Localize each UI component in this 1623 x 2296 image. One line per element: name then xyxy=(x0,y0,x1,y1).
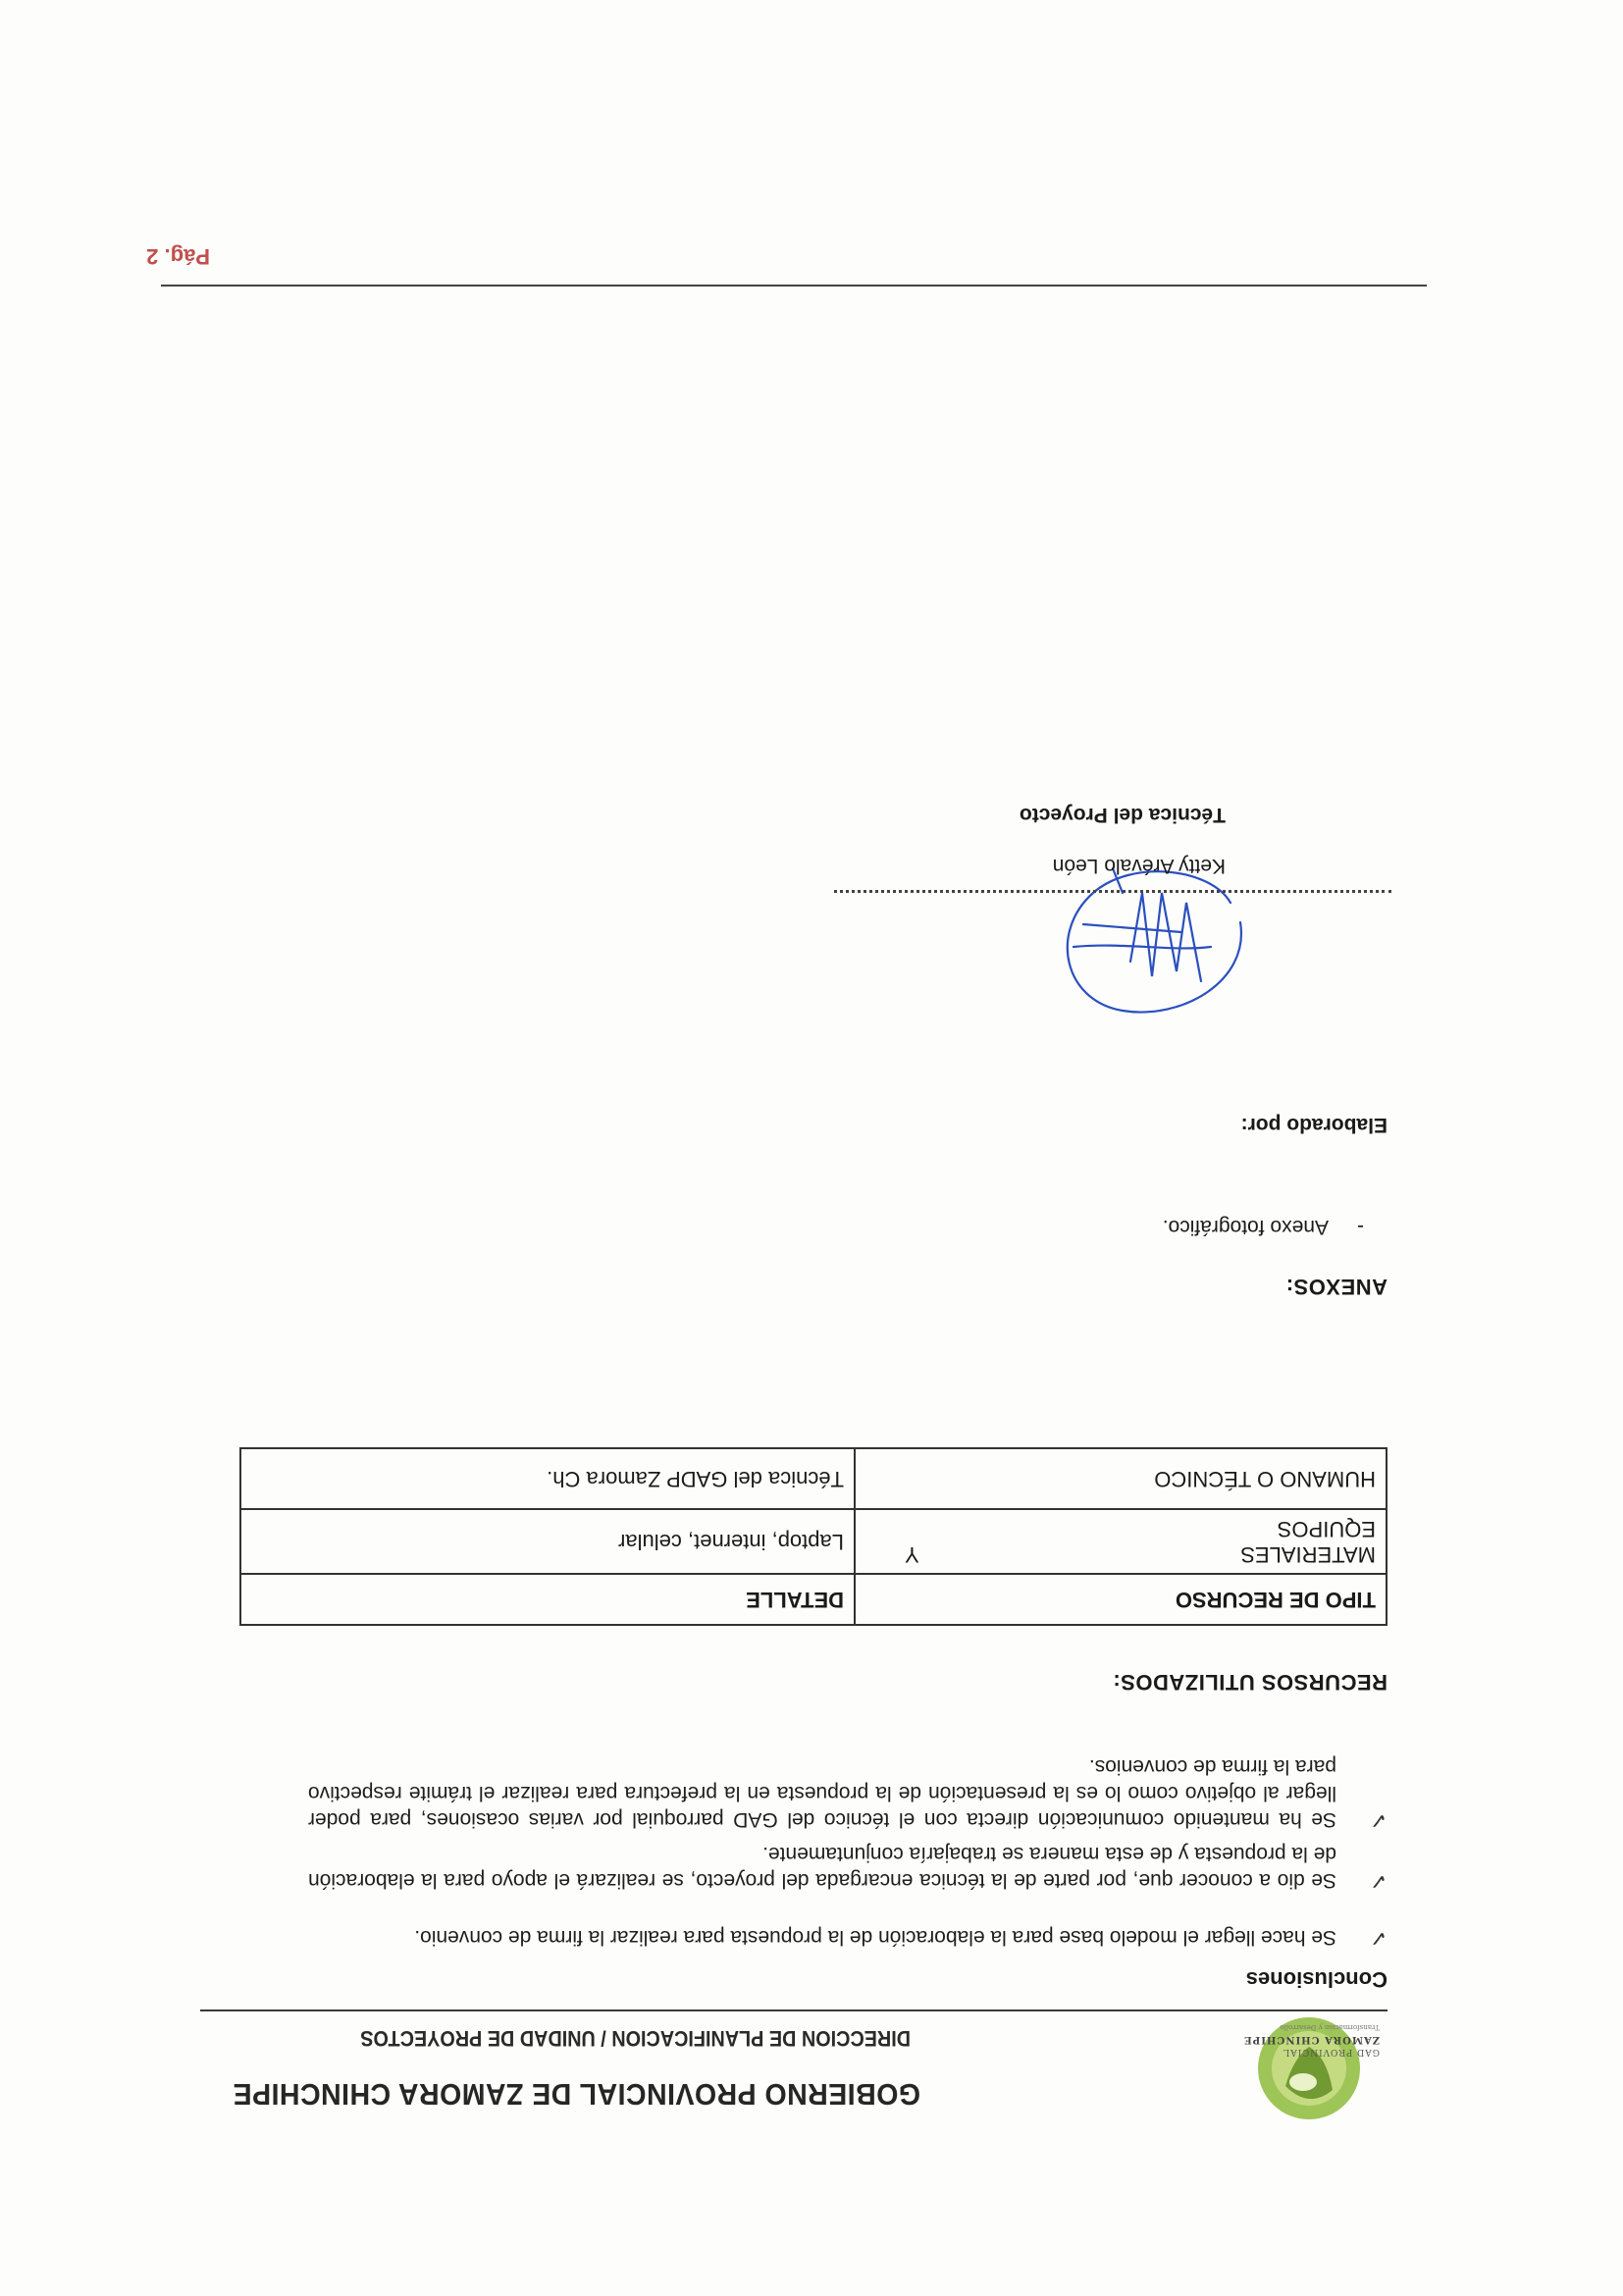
logo-text-line2: ZAMORA CHINCHIPE xyxy=(1243,2034,1380,2045)
signer-role: Técnica del Proyecto xyxy=(1019,804,1226,826)
checkmark-icon: ✓ xyxy=(1369,1808,1387,1833)
conclusion-text: Se dio a conocer que, por parte de la técnica encargada del proyecto, se realizará el apoyo para la elaboración de la propuesta y de esta manera se trabajaría conjuntamente. xyxy=(308,1843,1336,1892)
conclusions-heading: Conclusiones xyxy=(1245,1967,1387,1992)
resource-type-line1: MATERIALES xyxy=(1240,1542,1376,1567)
resource-type-conj: Y xyxy=(905,1542,919,1567)
resources-heading: RECURSOS UTILIZADOS: xyxy=(1112,1670,1387,1695)
table-row xyxy=(240,1448,1387,1509)
resource-type-cell: HUMANO O TÉCNICO xyxy=(855,1448,1387,1509)
resource-type-line2: EQUIPOS xyxy=(1277,1517,1376,1541)
resource-type-cell xyxy=(855,1509,1387,1574)
logo-text-line1: GAD PROVINCIAL xyxy=(1283,2047,1380,2057)
conclusion-item xyxy=(308,1753,1387,1833)
annexes-heading: ANEXOS: xyxy=(1285,1275,1387,1299)
signer-name: Ketty Arévalo León xyxy=(1052,855,1226,877)
resource-detail-cell: Técnica del GADP Zamora Ch. xyxy=(240,1448,855,1509)
conclusion-text: Se hace llegar el modelo base para la elaboración de la propuesta para realizar la firma de convenio. xyxy=(414,1926,1336,1949)
checkmark-icon: ✓ xyxy=(1369,1926,1387,1951)
page-number: Pág. 2 xyxy=(146,244,210,269)
table-row xyxy=(240,1509,1387,1574)
header-title: GOBIERNO PROVINCIAL DE ZAMORA CHINCHIPE xyxy=(233,2077,920,2112)
conclusion-text: Se ha mantenido comunicación directa con el técnico del GAD parroquial por varias ocasiones, para poder llegar al objetivo como lo es la presentación de la propuesta en la prefectura para realizar el trámite respectivo para la firma de convenios. xyxy=(308,1755,1336,1831)
resource-detail-cell: Laptop, internet, celular xyxy=(240,1509,855,1574)
conclusion-item xyxy=(308,1841,1387,1894)
annex-bullet: - xyxy=(1357,1216,1364,1238)
footer-divider xyxy=(161,285,1427,287)
signature-line xyxy=(834,890,1391,893)
annex-item: Anexo fotográfico. xyxy=(1162,1216,1329,1238)
header-divider xyxy=(200,2009,1387,2011)
resources-table xyxy=(239,1447,1387,1626)
header-subtitle: DIRECCION DE PLANIFICACION / UNIDAD DE PROYECTOS xyxy=(360,2026,911,2051)
prepared-by-label: Elaborado por: xyxy=(1240,1114,1387,1136)
column-header: TIPO DE RECURSO xyxy=(855,1574,1387,1625)
table-header-row xyxy=(240,1574,1387,1625)
column-header: DETALLE xyxy=(240,1574,855,1625)
logo-text-line3: Transformación y Desarrollo xyxy=(1280,2023,1380,2031)
conclusion-item xyxy=(308,1924,1387,1951)
checkmark-icon: ✓ xyxy=(1369,1869,1387,1894)
